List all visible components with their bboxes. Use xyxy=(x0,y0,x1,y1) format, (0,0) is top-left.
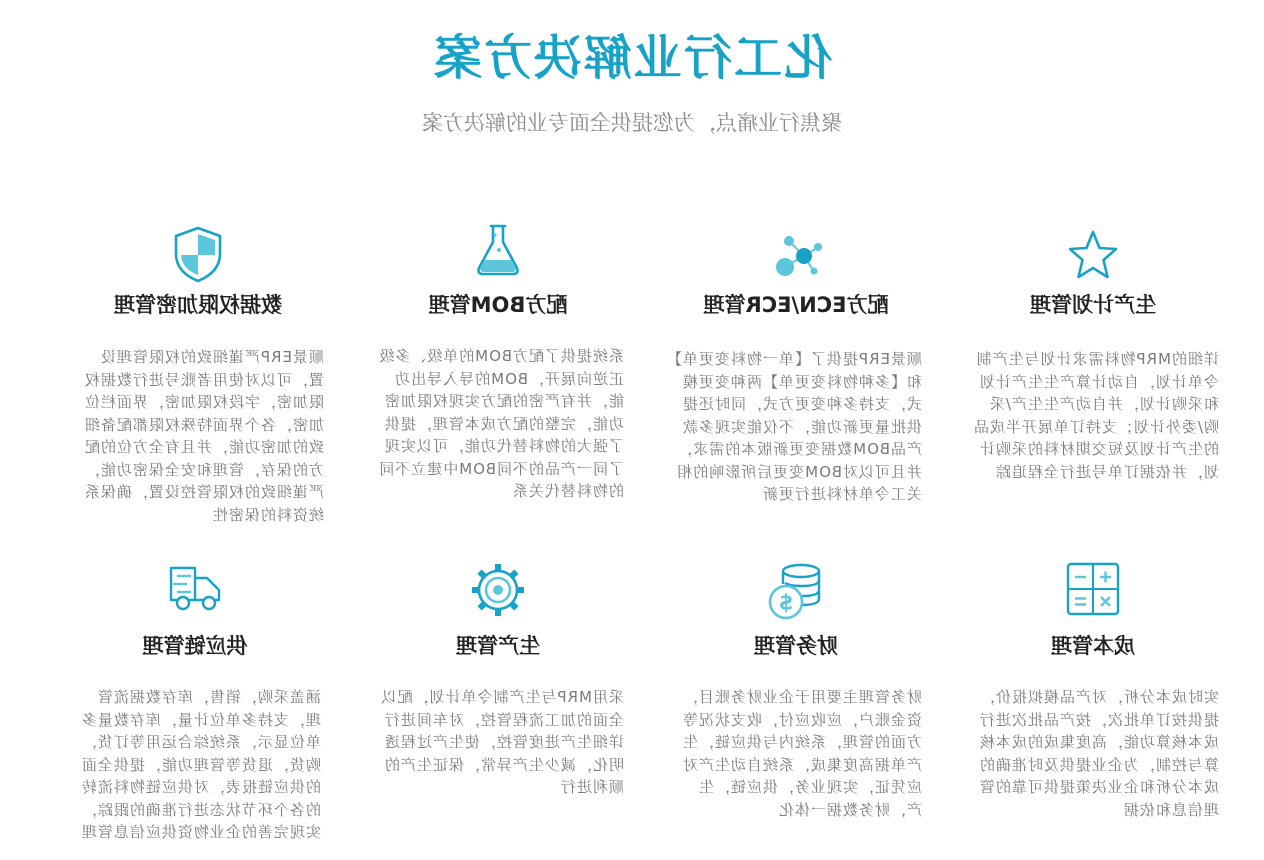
card-description: 详细的MRP物料需求计划与生产制令单计划，自动计算产生生产计划和采购计划，并自动产生生产/采购/委外计划；支持订单展开半成品的生产计划及短交期材料的采购计划，并依据订单号进行全程追踪 xyxy=(972,350,1219,481)
svg-text:$: $ xyxy=(778,590,794,615)
star-icon xyxy=(967,228,1219,288)
card-title: 配方ECN/ECR管理 xyxy=(703,293,889,317)
shield-icon xyxy=(72,224,324,284)
card-description: 顺景ERP提供了【单一物料变更单】和【多种物料变更单】两种变更模式，支持多种变更方式，同时还提供批量更新功能，不仅能实现多款产品BOM数据变更新版本的需求，并且可以对BOM变更后所影响的相关工令单材料进行更新 xyxy=(673,350,922,503)
card-title: 供应链管理 xyxy=(142,634,248,658)
card-description: 采用MRP与生产制令单计划，配以全面的加工流程管控，对车间进行详细生产进度管控，使生产过程透明化，减少生产异常，保证生产的顺利进行 xyxy=(380,688,624,796)
card-title: 数据权限加密管理 xyxy=(114,293,282,317)
card-title: 财务管理 xyxy=(754,634,838,658)
card-title: 配方BOM管理 xyxy=(428,293,568,317)
page-title: 化工行业解决方案 xyxy=(432,30,833,86)
coins-icon xyxy=(670,560,922,620)
gear-icon xyxy=(372,560,624,620)
card-description: 系统提供了配方BOM的单级、多级正逆向展开，BOM的导入导出功能，并有严密的配方实现权限加密功能，完整的配方成本管理，提供了强大的物料替代功能，可以实现了同一产品的不同BOM中建立不同的物料替代关系 xyxy=(378,347,624,500)
molecule-icon xyxy=(670,228,922,288)
card-description: 实时成本分析，对产品模拟报价，提供按订单批次，按产品批次进行成本核算功能，高度集成的成本核算与控制，为企业提供及时准确的成本分析和企业决策提供可靠的管理信息和依据 xyxy=(978,688,1219,819)
card-title: 成本管理 xyxy=(1051,634,1135,658)
card-description: 顺景ERP严谨细致的权限管理设置，可以对使用者账号进行数据权限加密，字段权限加密，界面栏位加密，各个界面特殊权限都配备细致的加密功能，并且有全方位的配方的保存，管理和安全保密功能，严谨细致的权限管控设置，确保系统资料的保密性 xyxy=(83,348,324,524)
page-subtitle: 聚焦行业痛点，为您提供全面专业的解决方案 xyxy=(422,111,842,135)
truck-icon xyxy=(69,560,321,620)
card-description: 财务管理主要用于企业财务账目，资金账户，应收应付，收支状况等方面的管理，系统内与供应链，生产单据高度集成，系统自动生产对应凭证，实现业务，供应链，生产，财务数据一体化 xyxy=(681,688,922,819)
card-title: 生产管理 xyxy=(456,634,540,658)
card-title: 生产计划管理 xyxy=(1030,293,1156,317)
card-description: 涵盖采购，销售，库存数据流管理，支持多单位计量，库存数量多单位显示，系统综合运用等订货，购货，退货等管理功能，提供全面的供应链报表，对供应链物料流转的各个环节状态进行准确的跟踪，实现完善的企业物资供应信息管理 xyxy=(80,688,321,841)
calculator-icon xyxy=(967,560,1219,620)
flask-icon xyxy=(372,220,624,280)
